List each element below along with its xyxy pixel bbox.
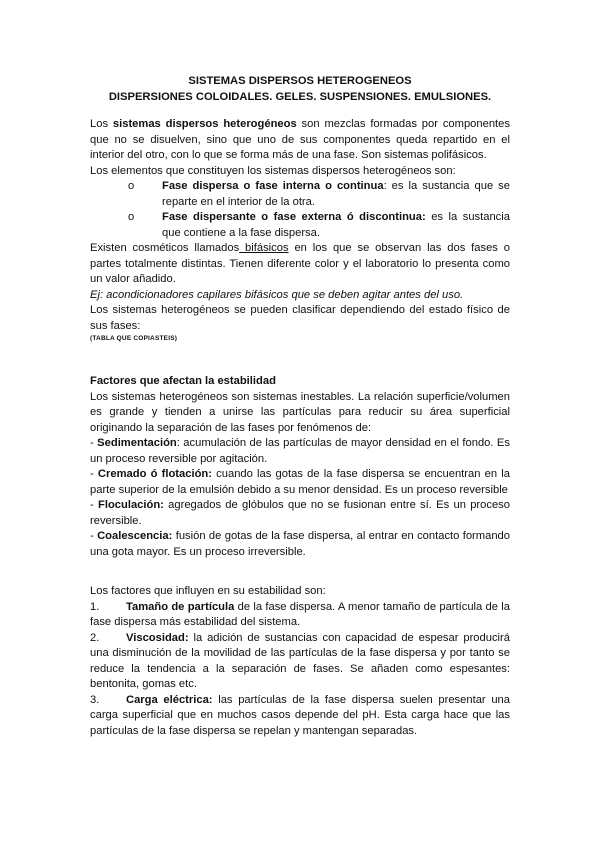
bold-term: sistemas dispersos heterogéneos bbox=[112, 118, 297, 130]
bullet-item-dispersing-phase bbox=[90, 210, 510, 241]
stability-item-coalescence bbox=[90, 529, 510, 560]
factor-item-electric-charge bbox=[90, 693, 510, 740]
stability-item-flocculation bbox=[90, 498, 510, 529]
item-number: 2. bbox=[90, 631, 100, 644]
text-run: agregados de glóbulos que no se fusionan entre sí. Es un proceso reversible. bbox=[90, 499, 510, 527]
intro-paragraph-1 bbox=[90, 117, 510, 164]
text-run: fusión de gotas de la fase dispersa, al entrar en contacto formando una gota mayor. Es un proceso irreversible. bbox=[90, 530, 510, 558]
bold-term: Tamaño de partícula bbox=[126, 600, 235, 613]
bold-term: Sedimentación bbox=[97, 437, 177, 449]
table-note: (TABLA QUE COPIASTEIS) bbox=[90, 335, 178, 342]
document-title-line-2: DISPERSIONES COLOIDALES. GELES. SUSPENSIONES. EMULSIONES. bbox=[108, 91, 492, 103]
factors-intro: Los factores que influyen en su estabilidad son: bbox=[90, 585, 326, 597]
text-run: cuando las gotas de la fase dispersa se encuentran en la parte superior de la emulsión debido a su menor densidad. Es un proceso reversible bbox=[90, 468, 510, 496]
intro-paragraph-5: Los sistemas heterogéneos se pueden clasificar dependiendo del estado físico de sus fases: bbox=[90, 304, 510, 332]
factor-item-viscosity bbox=[90, 631, 510, 693]
text-run: en los que se observan las dos fases o partes totalmente distintas. Tienen diferente color y el laboratorio lo presenta como un valor añadido. bbox=[90, 242, 510, 285]
intro-paragraph-2: Los elementos que constituyen los sistemas dispersos heterogéneos son: bbox=[90, 164, 456, 177]
bullet-mark: o bbox=[128, 180, 135, 192]
dash: - bbox=[90, 468, 98, 480]
section-heading: Factores que afectan la estabilidad bbox=[90, 375, 276, 387]
bold-term: Carga eléctrica: bbox=[126, 693, 213, 706]
bold-term: Viscosidad: bbox=[126, 631, 189, 644]
dash: - bbox=[90, 499, 98, 511]
item-number: 1. bbox=[90, 600, 100, 613]
bold-term: Fase dispersante o fase externa ó discontinua: bbox=[162, 211, 426, 223]
factors-section bbox=[90, 584, 510, 739]
dash: - bbox=[90, 437, 98, 449]
stability-paragraph: Los sistemas heterogéneos son sistemas inestables. La relación superficie/volumen es grande y tienden a unirse las partículas para reducir su área superficial originando la separación de las fases por fenómenos de: bbox=[90, 390, 510, 434]
text-run: es la sustancia que contiene a la fase dispersa. bbox=[162, 211, 510, 239]
intro-section bbox=[90, 117, 510, 343]
example-line bbox=[90, 288, 510, 304]
bullet-mark: o bbox=[128, 211, 135, 223]
document-title-line-1: SISTEMAS DISPERSOS HETEROGENEOS bbox=[188, 75, 412, 87]
bold-term: Cremado ó flotación: bbox=[97, 468, 212, 480]
stability-item-sedimentation bbox=[90, 436, 510, 467]
intro-paragraph-3 bbox=[90, 241, 510, 288]
text-run: Los bbox=[90, 118, 113, 130]
text-run: de la fase dispersa. A menor tamaño de partícula de la fase dispersa más estabilidad del sistema. bbox=[90, 600, 511, 628]
text-run: las partículas de la fase dispersa suelen presentar una carga superficial que en muchos casos depende del pH. Esta carga hace que las partículas de la fase dispersa se repelan y mantengan separadas. bbox=[90, 693, 510, 737]
stability-item-creaming bbox=[90, 467, 510, 498]
text-run: Existen cosméticos llamados bbox=[90, 242, 240, 254]
bold-term: Coalescencia: bbox=[97, 530, 173, 542]
bullet-item-dispersed-phase bbox=[90, 179, 510, 210]
stability-section bbox=[90, 374, 510, 560]
bold-term: Floculación: bbox=[98, 499, 164, 511]
text-run: son mezclas formadas por componentes que no se disuelven, sino que uno de sus componentes queda repartido en el interior del otro, con lo que se forma más de una fase. Son sistemas polifásicos. bbox=[90, 118, 510, 161]
text-run: : acumulación de las partículas de mayor densidad en el fondo. Es un proceso reversible por agitación. bbox=[90, 437, 510, 465]
factor-item-particle-size bbox=[90, 600, 510, 631]
text-run: : es la sustancia que se reparte en el interior de la otra. bbox=[162, 180, 510, 208]
bold-term: Fase dispersa o fase interna o continua bbox=[162, 180, 384, 192]
text-run: la adición de sustancias con capacidad de espesar producirá una disminución de la movilidad de las partículas de la fase dispersa y por tanto se reduce la tendencia a la separación de fases. Se añaden como espesantes: bentonita, gomas etc. bbox=[90, 631, 510, 690]
italic-example: Ej: acondicionadores capilares bifásicos que se deben agitar antes del uso. bbox=[90, 288, 464, 301]
underlined-term: bifásicos bbox=[239, 242, 289, 254]
item-number: 3. bbox=[90, 693, 100, 706]
dash: - bbox=[90, 530, 98, 542]
